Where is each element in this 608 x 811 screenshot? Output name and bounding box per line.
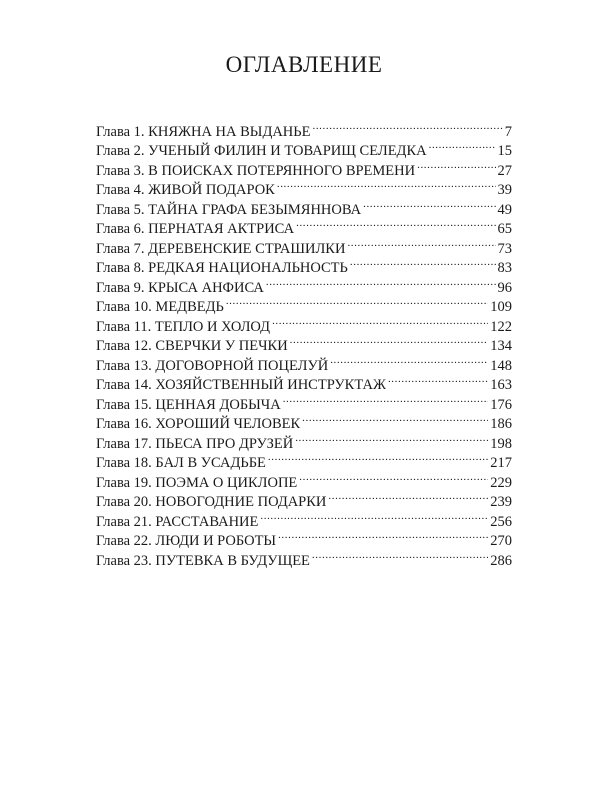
chapter-title: Глава 3. В ПОИСКАХ ПОТЕРЯННОГО ВРЕМЕНИ [96, 162, 416, 179]
page-number: 122 [490, 318, 512, 335]
dot-leader [268, 448, 488, 468]
page-number: 39 [497, 182, 512, 198]
toc-entry[interactable] [96, 116, 512, 140]
page-number: 229 [490, 474, 512, 491]
page-number: 15 [497, 143, 512, 159]
chapter-title: Глава 9. КРЫСА АНФИСА [96, 279, 264, 296]
dot-leader [417, 155, 495, 175]
dot-leader [296, 214, 495, 234]
page-number: 217 [490, 455, 512, 471]
dot-leader [295, 428, 488, 448]
chapter-title: Глава 2. УЧЕНЫЙ ФИЛИН И ТОВАРИЩ СЕЛЕДКА [96, 143, 427, 159]
page-number: 198 [490, 435, 512, 452]
dot-leader [312, 116, 502, 136]
chapter-title: Глава 7. ДЕРЕВЕНСКИЕ СТРАШИЛКИ [96, 240, 346, 257]
chapter-title: Глава 17. ПЬЕСА ПРО ДРУЗЕЙ [96, 435, 294, 452]
page-number: 270 [490, 533, 512, 549]
dot-leader [429, 136, 496, 156]
chapter-title: Глава 23. ПУТЕВКА В БУДУЩЕЕ [96, 552, 310, 569]
chapter-title: Глава 14. ХОЗЯЙСТВЕННЫЙ ИНСТРУКТАЖ [96, 377, 386, 393]
chapter-title: Глава 11. ТЕПЛО И ХОЛОД [96, 318, 271, 335]
dot-leader [266, 272, 496, 292]
page-number: 83 [497, 260, 512, 276]
chapter-title: Глава 16. ХОРОШИЙ ЧЕЛОВЕК [96, 416, 301, 432]
page-number: 286 [490, 552, 512, 569]
page-number: 73 [497, 240, 512, 257]
chapter-title: Глава 10. МЕДВЕДЬ [96, 299, 224, 315]
table-of-contents [96, 116, 512, 569]
dot-leader [283, 389, 489, 409]
page-title: ОГЛАВЛЕНИЕ [225, 52, 383, 77]
dot-leader [290, 331, 489, 351]
chapter-title: Глава 20. НОВОГОДНИЕ ПОДАРКИ [96, 494, 327, 510]
dot-leader [278, 526, 488, 546]
page-number: 239 [490, 494, 512, 510]
chapter-title: Глава 12. СВЕРЧКИ У ПЕЧКИ [96, 338, 288, 354]
dot-leader [302, 409, 488, 429]
dot-leader [299, 467, 488, 487]
page-number: 256 [490, 513, 512, 530]
dot-leader [312, 545, 488, 565]
page-number: 96 [497, 279, 512, 296]
dot-leader [328, 487, 488, 507]
page-number: 186 [490, 416, 512, 432]
chapter-title: Глава 22. ЛЮДИ И РОБОТЫ [96, 533, 277, 549]
page-number: 134 [490, 338, 512, 354]
dot-leader [388, 370, 488, 390]
page-number: 109 [490, 299, 512, 315]
page-number: 176 [490, 396, 512, 413]
page-number: 148 [490, 357, 512, 374]
dot-leader [260, 506, 488, 526]
chapter-title: Глава 6. ПЕРНАТАЯ АКТРИСА [96, 221, 295, 237]
chapter-title: Глава 8. РЕДКАЯ НАЦИОНАЛЬНОСТЬ [96, 260, 348, 276]
page-number: 65 [497, 221, 512, 237]
dot-leader [363, 194, 495, 214]
page-number: 7 [504, 123, 512, 140]
page-number: 163 [490, 377, 512, 393]
dot-leader [277, 175, 496, 195]
dot-leader [347, 233, 495, 253]
chapter-title: Глава 15. ЦЕННАЯ ДОБЫЧА [96, 396, 281, 413]
page-number: 27 [497, 162, 512, 179]
chapter-title: Глава 21. РАССТАВАНИЕ [96, 513, 259, 530]
chapter-title: Глава 18. БАЛ В УСАДЬБЕ [96, 455, 266, 471]
dot-leader [330, 350, 488, 370]
page-number: 49 [497, 201, 512, 218]
chapter-title: Глава 1. КНЯЖНА НА ВЫДАНЬЕ [96, 123, 311, 140]
dot-leader [226, 292, 488, 312]
chapter-title: Глава 5. ТАЙНА ГРАФА БЕЗЫМЯННОВА [96, 201, 362, 218]
chapter-title: Глава 4. ЖИВОЙ ПОДАРОК [96, 182, 275, 198]
dot-leader [350, 253, 496, 273]
chapter-title: Глава 13. ДОГОВОРНОЙ ПОЦЕЛУЙ [96, 357, 329, 374]
chapter-title: Глава 19. ПОЭМА О ЦИКЛОПЕ [96, 474, 298, 491]
dot-leader [272, 311, 488, 331]
